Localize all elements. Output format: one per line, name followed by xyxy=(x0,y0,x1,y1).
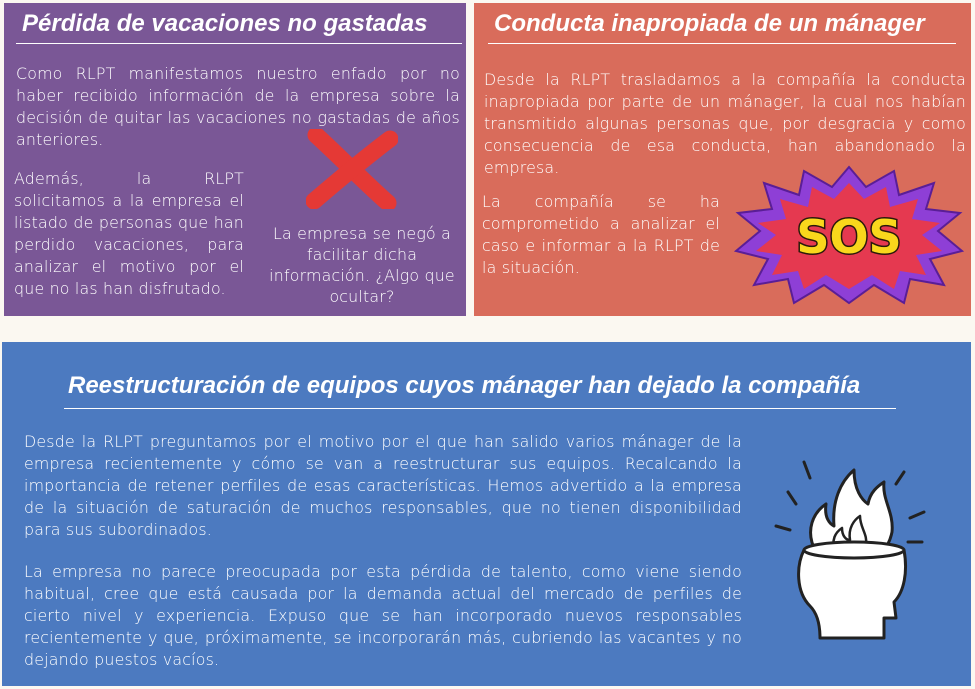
sos-burst-icon xyxy=(734,165,964,305)
title-divider xyxy=(488,43,956,44)
manager-commitment-text: La compañía se ha comprometido a analizar el caso e informar a la RLPT de la situación. xyxy=(482,192,720,277)
panel-vacaciones xyxy=(4,3,466,316)
title-divider xyxy=(16,43,462,44)
panel-title: Pérdida de vacaciones no gastadas xyxy=(22,10,428,37)
sos-label: SOS xyxy=(796,210,902,264)
cross-icon xyxy=(306,129,398,209)
vacaciones-note-text: La empresa se negó a facilitar dicha información. ¿Algo que ocultar? xyxy=(269,224,455,306)
panel-title: Conducta inapropiada de un mánager xyxy=(494,10,925,37)
panel-reestructuracion xyxy=(2,342,971,686)
manager-body-text: Desde la RLPT trasladamos a la compañía la conducta inapropiada por parte de un mánager, la cual nos habían transmitido algunas personas que, por desgracia y como consecuencia de esa conducta, han abandonado la empresa. xyxy=(484,70,966,177)
title-divider xyxy=(64,408,896,409)
vacaciones-intro-text: Como RLPT manifestamos nuestro enfado por no haber recibido información de la empresa sobre la decisión de quitar las vacaciones no gastadas de años anteriores. xyxy=(16,64,460,149)
vacaciones-request-text: Además, la RLPT solicitamos a la empresa el listado de personas que han perdido vacaciones, para analizar el motivo por el que no las han disfrutado. xyxy=(14,169,244,298)
panel-title: Reestructuración de equipos cuyos mánager han dejado la compañía xyxy=(68,372,861,399)
reestructuracion-paragraph-1: Desde la RLPT preguntamos por el motivo por el que han salido varios mánager de la empresa recientemente y cómo se van a reestructurar sus equipos. Recalcando la importancia de retener perfiles de esas características. Hemos advertido a la empresa de la situación de saturación de muchos responsables, que no tienen disponibilidad para sus subordinados. xyxy=(24,432,742,539)
head-on-fire-icon xyxy=(774,442,934,642)
panel-manager xyxy=(474,3,971,316)
reestructuracion-paragraph-2: La empresa no parece preocupada por esta pérdida de talento, como viene siendo habitual, cree que está causada por la demanda actual del mercado de perfiles de cierto nivel y experiencia. Expuso que se han incorporado nuevos responsables recientemente y que, próximamente, se incorporarán más, cubriendo las vacantes y no dejando puestos vacíos. xyxy=(24,562,742,669)
